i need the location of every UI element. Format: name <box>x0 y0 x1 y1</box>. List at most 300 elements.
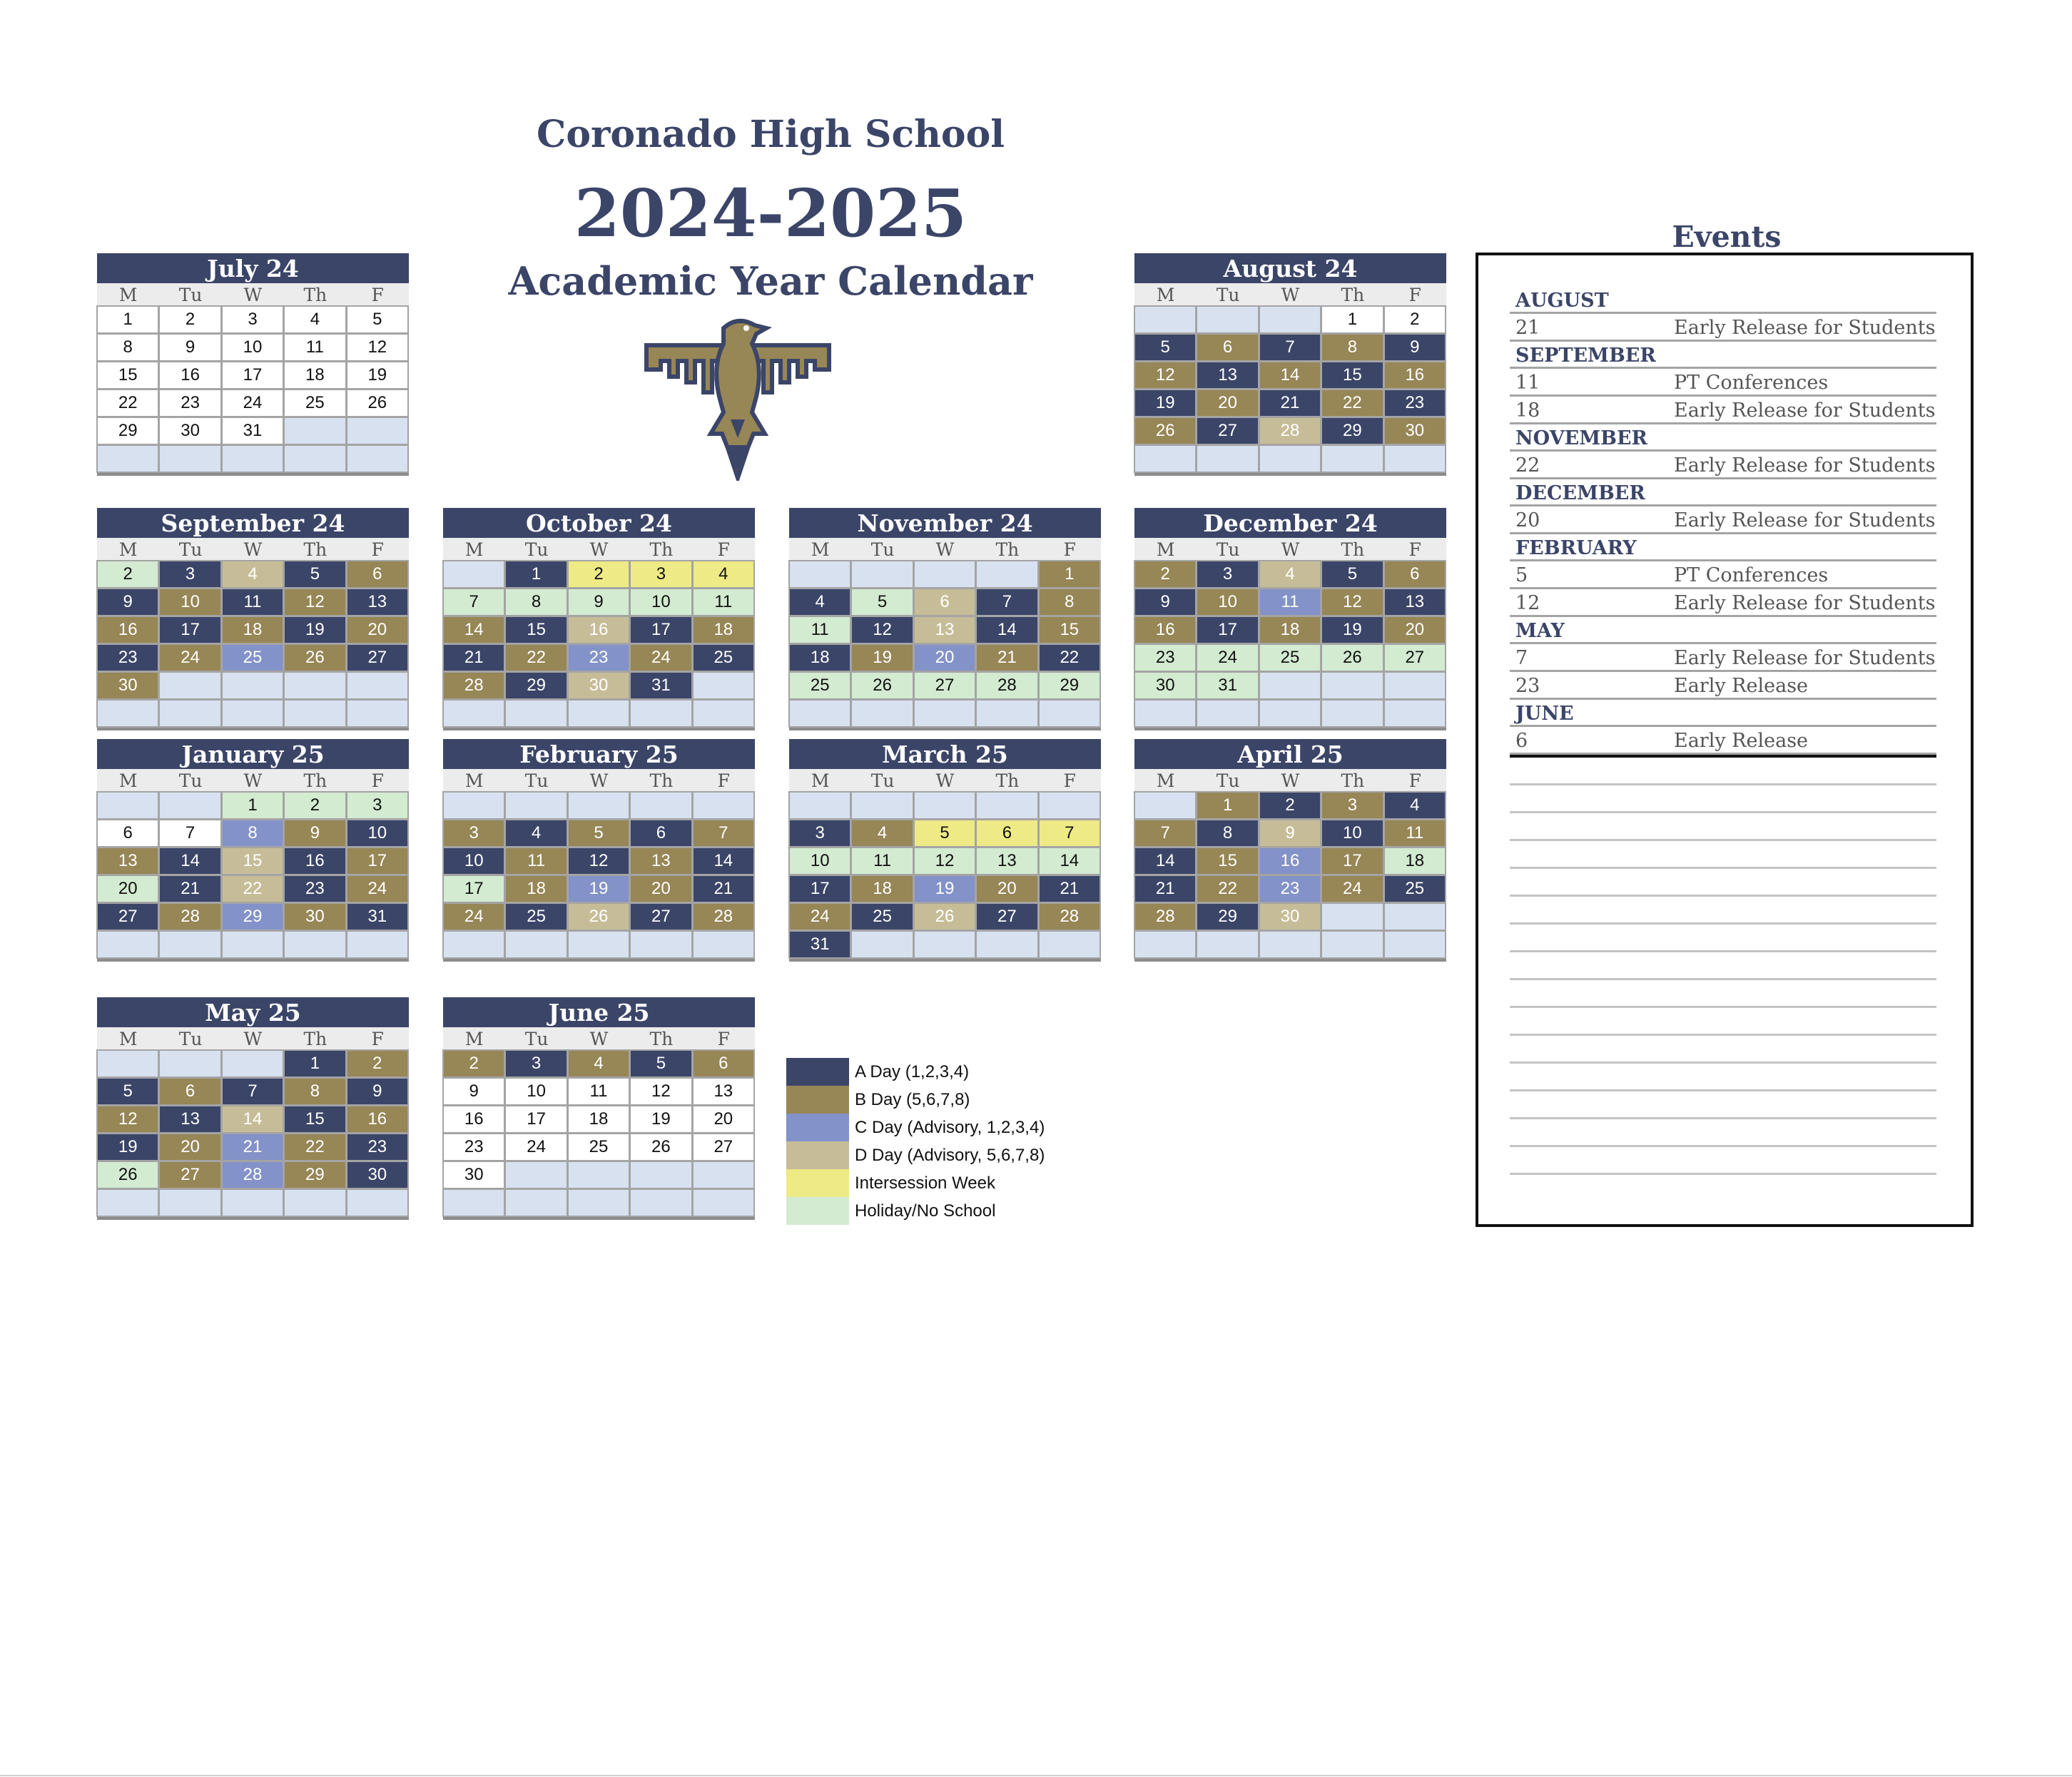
day-cell: 1 <box>283 1049 346 1078</box>
day-cell: 28 <box>1038 902 1101 931</box>
day-cell: 8 <box>1038 588 1101 616</box>
empty-cell <box>629 791 692 820</box>
empty-cell <box>96 444 159 473</box>
day-cell: 3 <box>1196 560 1259 589</box>
day-cell: 18 <box>692 616 755 644</box>
empty-cell <box>975 791 1038 820</box>
day-cell: 1 <box>1038 560 1101 589</box>
day-cell: 4 <box>221 560 284 589</box>
day-cell: 5 <box>346 305 409 334</box>
empty-cell <box>158 930 221 959</box>
empty-cell <box>692 671 755 700</box>
weekday-label: Th <box>1341 285 1365 305</box>
event-month-heading: AUGUST <box>1510 287 1936 314</box>
empty-cell <box>1259 671 1321 700</box>
day-cell: 13 <box>629 847 692 875</box>
weekday-header <box>97 283 409 306</box>
day-cell: 4 <box>1383 791 1446 820</box>
day-cell: 4 <box>567 1049 630 1078</box>
empty-cell <box>1134 444 1197 473</box>
weekday-label: W <box>1281 770 1300 791</box>
day-cell: 10 <box>504 1077 567 1106</box>
day-grid <box>1134 561 1446 730</box>
legend-label: C Day (Advisory, 1,2,3,4) <box>855 1117 1045 1137</box>
day-cell: 7 <box>158 819 221 847</box>
day-cell: 27 <box>1196 417 1259 445</box>
thunderbird-logo-icon <box>641 312 835 481</box>
day-cell: 8 <box>1196 819 1259 847</box>
day-cell: 19 <box>283 616 346 644</box>
empty-cell <box>158 444 221 473</box>
month-title: November 24 <box>789 508 1101 538</box>
day-cell: 6 <box>96 819 159 847</box>
empty-cell <box>567 1188 630 1217</box>
empty-cell <box>913 560 976 589</box>
weekday-label: F <box>1408 285 1421 305</box>
day-cell: 28 <box>1259 417 1321 445</box>
day-cell: 22 <box>221 875 284 903</box>
day-cell: 7 <box>442 588 505 616</box>
weekday-label: M <box>464 770 484 791</box>
day-cell: 25 <box>1383 875 1446 903</box>
day-cell: 27 <box>629 902 692 931</box>
empty-cell <box>1134 930 1197 959</box>
empty-cell <box>913 791 976 820</box>
blank-event-line <box>1510 1036 1936 1064</box>
weekday-label: Th <box>649 539 674 560</box>
month-calendar <box>97 508 409 730</box>
day-cell: 17 <box>221 361 284 389</box>
day-cell: 27 <box>1383 643 1446 672</box>
day-cell: 3 <box>1321 791 1383 820</box>
day-cell: 30 <box>442 1161 505 1189</box>
day-cell: 15 <box>504 616 567 644</box>
day-cell: 22 <box>504 643 567 672</box>
event-day: 5 <box>1515 564 1528 586</box>
day-cell: 7 <box>1134 819 1197 847</box>
weekday-label: F <box>717 1029 730 1049</box>
day-cell: 29 <box>504 671 567 700</box>
event-description: Early Release <box>1674 675 1809 697</box>
event-row <box>1510 589 1936 617</box>
weekday-label: M <box>464 1029 484 1049</box>
weekday-label: M <box>464 539 484 560</box>
day-cell: 27 <box>913 671 976 700</box>
day-cell: 12 <box>283 588 346 616</box>
empty-cell <box>96 930 159 959</box>
empty-cell <box>96 1188 159 1217</box>
calendar-subtitle: Academic Year Calendar <box>508 258 1033 304</box>
blank-event-line <box>1510 980 1936 1008</box>
day-cell: 16 <box>346 1105 409 1134</box>
empty-cell <box>913 930 976 959</box>
day-cell: 12 <box>346 333 409 362</box>
day-cell: 24 <box>158 643 221 672</box>
weekday-label: Th <box>649 1029 674 1049</box>
day-cell: 20 <box>629 875 692 903</box>
day-cell: 18 <box>850 875 913 903</box>
empty-cell <box>692 930 755 959</box>
day-cell: 12 <box>1134 361 1197 389</box>
day-cell: 17 <box>1196 616 1259 644</box>
empty-cell <box>1321 444 1383 473</box>
day-cell: 12 <box>1321 588 1383 616</box>
day-cell: 10 <box>788 847 851 875</box>
day-cell: 10 <box>221 333 284 362</box>
legend-swatch <box>786 1197 849 1225</box>
day-cell: 1 <box>96 305 159 334</box>
day-grid <box>97 306 409 476</box>
event-description: Early Release for Students <box>1674 592 1936 614</box>
empty-cell <box>1196 930 1259 959</box>
day-cell: 29 <box>96 417 159 445</box>
empty-cell <box>1383 671 1446 700</box>
empty-cell <box>221 699 284 728</box>
day-cell: 22 <box>96 389 159 417</box>
day-cell: 7 <box>692 819 755 847</box>
empty-cell <box>788 560 851 589</box>
day-cell: 14 <box>975 616 1038 644</box>
day-cell: 13 <box>913 616 976 644</box>
month-calendar <box>97 997 409 1220</box>
day-cell: 6 <box>629 819 692 847</box>
day-cell: 6 <box>692 1049 755 1078</box>
day-cell: 12 <box>629 1077 692 1106</box>
empty-cell <box>1321 930 1383 959</box>
day-grid <box>443 1050 755 1220</box>
empty-cell <box>692 699 755 728</box>
weekday-label: M <box>118 770 138 791</box>
empty-cell <box>346 930 409 959</box>
event-description: Early Release for Students <box>1674 454 1936 477</box>
day-cell: 27 <box>158 1161 221 1189</box>
weekday-label: W <box>243 770 263 791</box>
day-cell: 6 <box>975 819 1038 847</box>
weekday-label: Tu <box>178 770 203 791</box>
day-cell: 11 <box>567 1077 630 1106</box>
day-cell: 12 <box>850 616 913 644</box>
day-cell: 11 <box>1259 588 1321 616</box>
legend-item <box>786 1058 1045 1086</box>
event-row <box>1510 369 1936 397</box>
empty-cell <box>1383 930 1446 959</box>
month-calendar <box>443 508 755 730</box>
empty-cell <box>629 930 692 959</box>
day-cell: 18 <box>221 616 284 644</box>
day-cell: 26 <box>629 1133 692 1161</box>
day-cell: 19 <box>629 1105 692 1134</box>
day-cell: 6 <box>346 560 409 589</box>
day-cell: 2 <box>96 560 159 589</box>
day-cell: 31 <box>221 417 284 445</box>
empty-cell <box>567 1161 630 1189</box>
day-cell: 13 <box>1383 588 1446 616</box>
day-cell: 18 <box>1383 847 1446 875</box>
day-cell: 25 <box>850 902 913 931</box>
legend-label: B Day (5,6,7,8) <box>855 1089 970 1109</box>
page-bottom-rule <box>0 1775 2072 1776</box>
day-cell: 27 <box>692 1133 755 1161</box>
weekday-label: Th <box>995 539 1020 560</box>
empty-cell <box>158 671 221 700</box>
day-cell: 3 <box>221 305 284 334</box>
day-cell: 1 <box>504 560 567 589</box>
legend-label: A Day (1,2,3,4) <box>855 1061 970 1081</box>
day-cell: 29 <box>1196 902 1259 931</box>
weekday-header <box>97 538 409 561</box>
day-cell: 24 <box>1321 875 1383 903</box>
day-cell: 27 <box>975 902 1038 931</box>
month-title: January 25 <box>97 739 409 769</box>
day-cell: 4 <box>850 819 913 847</box>
empty-cell <box>913 699 976 728</box>
legend-item <box>786 1141 1045 1169</box>
day-cell: 6 <box>913 588 976 616</box>
weekday-label: Th <box>1341 770 1365 791</box>
day-cell: 11 <box>221 588 284 616</box>
empty-cell <box>1134 791 1197 820</box>
day-cell: 10 <box>1321 819 1383 847</box>
day-cell: 20 <box>1383 616 1446 644</box>
empty-cell <box>504 699 567 728</box>
empty-cell <box>221 671 284 700</box>
empty-cell <box>1259 699 1321 728</box>
day-cell: 17 <box>346 847 409 875</box>
day-cell: 26 <box>96 1161 159 1189</box>
day-cell: 11 <box>788 616 851 644</box>
empty-cell <box>975 699 1038 728</box>
weekday-label: M <box>1156 285 1175 305</box>
day-cell: 11 <box>850 847 913 875</box>
day-cell: 7 <box>975 588 1038 616</box>
event-description: Early Release <box>1674 730 1809 752</box>
weekday-label: W <box>589 1029 609 1049</box>
weekday-label: F <box>717 539 730 560</box>
legend-item <box>786 1197 1045 1225</box>
day-cell: 3 <box>158 560 221 589</box>
weekday-label: W <box>589 539 609 560</box>
weekday-label: F <box>1408 539 1421 560</box>
day-cell: 24 <box>629 643 692 672</box>
legend-swatch <box>786 1086 849 1114</box>
day-cell: 9 <box>158 333 221 362</box>
day-type-legend <box>786 1058 1045 1225</box>
day-cell: 16 <box>1383 361 1446 389</box>
day-cell: 14 <box>1259 361 1321 389</box>
day-grid <box>97 561 409 730</box>
month-calendar <box>97 253 409 476</box>
month-title: October 24 <box>443 508 755 538</box>
day-cell: 9 <box>1259 819 1321 847</box>
weekday-header <box>443 1027 755 1050</box>
day-cell: 30 <box>346 1161 409 1189</box>
day-cell: 6 <box>1383 560 1446 589</box>
empty-cell <box>1196 699 1259 728</box>
weekday-label: M <box>1156 770 1175 791</box>
month-calendar <box>1134 253 1446 476</box>
day-cell: 19 <box>567 875 630 903</box>
weekday-label: Th <box>303 770 327 791</box>
weekday-label: Tu <box>178 539 203 560</box>
event-day: 12 <box>1515 592 1540 614</box>
weekday-label: F <box>371 539 384 560</box>
day-cell: 17 <box>629 616 692 644</box>
day-cell: 30 <box>158 417 221 445</box>
empty-cell <box>221 1049 284 1078</box>
month-calendar <box>443 739 755 962</box>
day-cell: 13 <box>158 1105 221 1134</box>
event-row <box>1510 561 1936 589</box>
day-cell: 5 <box>567 819 630 847</box>
empty-cell <box>567 699 630 728</box>
empty-cell <box>442 560 505 589</box>
month-title: July 24 <box>97 253 409 283</box>
day-cell: 8 <box>1321 333 1383 362</box>
day-cell: 16 <box>283 847 346 875</box>
weekday-label: Th <box>1341 539 1365 560</box>
day-cell: 2 <box>567 560 630 589</box>
empty-cell <box>1259 305 1321 334</box>
legend-swatch <box>786 1141 849 1169</box>
day-cell: 19 <box>1321 616 1383 644</box>
weekday-label: Tu <box>524 1029 549 1049</box>
blank-event-line <box>1510 785 1936 813</box>
day-cell: 22 <box>283 1133 346 1161</box>
month-title: February 25 <box>443 739 755 769</box>
empty-cell <box>692 1188 755 1217</box>
day-cell: 30 <box>1259 902 1321 931</box>
month-title: May 25 <box>97 997 409 1027</box>
day-cell: 2 <box>1383 305 1446 334</box>
day-cell: 9 <box>1134 588 1197 616</box>
empty-cell <box>1259 444 1321 473</box>
weekday-label: F <box>1408 770 1421 791</box>
day-cell: 23 <box>567 643 630 672</box>
weekday-label: Th <box>303 539 327 560</box>
weekday-label: Th <box>303 1029 327 1049</box>
day-cell: 4 <box>504 819 567 847</box>
day-cell: 21 <box>1134 875 1197 903</box>
day-cell: 19 <box>850 643 913 672</box>
empty-cell <box>629 1161 692 1189</box>
day-cell: 13 <box>692 1077 755 1106</box>
event-row <box>1510 644 1936 672</box>
day-cell: 5 <box>1134 333 1197 362</box>
day-cell: 5 <box>1321 560 1383 589</box>
day-cell: 11 <box>692 588 755 616</box>
empty-cell <box>1259 930 1321 959</box>
empty-cell <box>629 1188 692 1217</box>
weekday-label: F <box>1063 539 1076 560</box>
day-cell: 9 <box>96 588 159 616</box>
day-cell: 18 <box>1259 616 1321 644</box>
day-cell: 3 <box>629 560 692 589</box>
day-cell: 17 <box>442 875 505 903</box>
legend-item <box>786 1169 1045 1197</box>
event-description: Early Release for Students <box>1674 647 1936 669</box>
day-cell: 17 <box>158 616 221 644</box>
day-cell: 23 <box>158 389 221 417</box>
empty-cell <box>158 1188 221 1217</box>
month-title: June 25 <box>443 997 755 1027</box>
day-cell: 21 <box>158 875 221 903</box>
event-row <box>1510 314 1936 342</box>
day-cell: 26 <box>913 902 976 931</box>
day-cell: 8 <box>96 333 159 362</box>
day-cell: 9 <box>567 588 630 616</box>
weekday-label: F <box>371 1029 384 1049</box>
day-cell: 9 <box>283 819 346 847</box>
day-cell: 4 <box>1259 560 1321 589</box>
day-cell: 23 <box>346 1133 409 1161</box>
day-cell: 24 <box>442 902 505 931</box>
day-cell: 23 <box>96 643 159 672</box>
day-cell: 1 <box>1196 791 1259 820</box>
day-cell: 12 <box>96 1105 159 1134</box>
month-calendar <box>789 739 1101 962</box>
weekday-label: W <box>243 1029 263 1049</box>
day-cell: 16 <box>1134 616 1197 644</box>
day-cell: 25 <box>692 643 755 672</box>
day-cell: 5 <box>629 1049 692 1078</box>
day-cell: 25 <box>504 902 567 931</box>
day-cell: 18 <box>567 1105 630 1134</box>
empty-cell <box>96 791 159 820</box>
day-cell: 30 <box>567 671 630 700</box>
weekday-header <box>97 769 409 792</box>
empty-cell <box>788 699 851 728</box>
day-cell: 20 <box>975 875 1038 903</box>
event-day: 22 <box>1515 454 1540 477</box>
empty-cell <box>283 699 346 728</box>
day-cell: 8 <box>283 1077 346 1106</box>
empty-cell <box>346 1188 409 1217</box>
weekday-label: Tu <box>870 539 895 560</box>
day-cell: 14 <box>221 1105 284 1134</box>
empty-cell <box>1134 699 1197 728</box>
weekday-label: Tu <box>1216 539 1240 560</box>
legend-swatch <box>786 1169 849 1197</box>
day-cell: 22 <box>1196 875 1259 903</box>
event-day: 6 <box>1515 730 1528 752</box>
weekday-label: M <box>118 1029 138 1049</box>
weekday-header <box>443 769 755 792</box>
empty-cell <box>692 1161 755 1189</box>
weekday-label: Th <box>303 285 327 305</box>
empty-cell <box>788 791 851 820</box>
day-cell: 11 <box>1383 819 1446 847</box>
event-description: PT Conferences <box>1674 372 1829 394</box>
day-cell: 5 <box>283 560 346 589</box>
day-cell: 3 <box>442 819 505 847</box>
day-cell: 24 <box>504 1133 567 1161</box>
empty-cell <box>221 1188 284 1217</box>
day-cell: 15 <box>96 361 159 389</box>
weekday-label: M <box>1156 539 1175 560</box>
day-cell: 25 <box>1259 643 1321 672</box>
day-cell: 23 <box>1259 875 1321 903</box>
event-month-heading: DECEMBER <box>1510 479 1936 506</box>
day-cell: 29 <box>221 902 284 931</box>
day-cell: 28 <box>975 671 1038 700</box>
day-cell: 13 <box>346 588 409 616</box>
legend-label: Holiday/No School <box>855 1201 996 1221</box>
weekday-header <box>1134 538 1446 561</box>
day-cell: 5 <box>96 1077 159 1106</box>
day-cell: 21 <box>1038 875 1101 903</box>
day-cell: 14 <box>442 616 505 644</box>
day-grid <box>97 1050 409 1220</box>
